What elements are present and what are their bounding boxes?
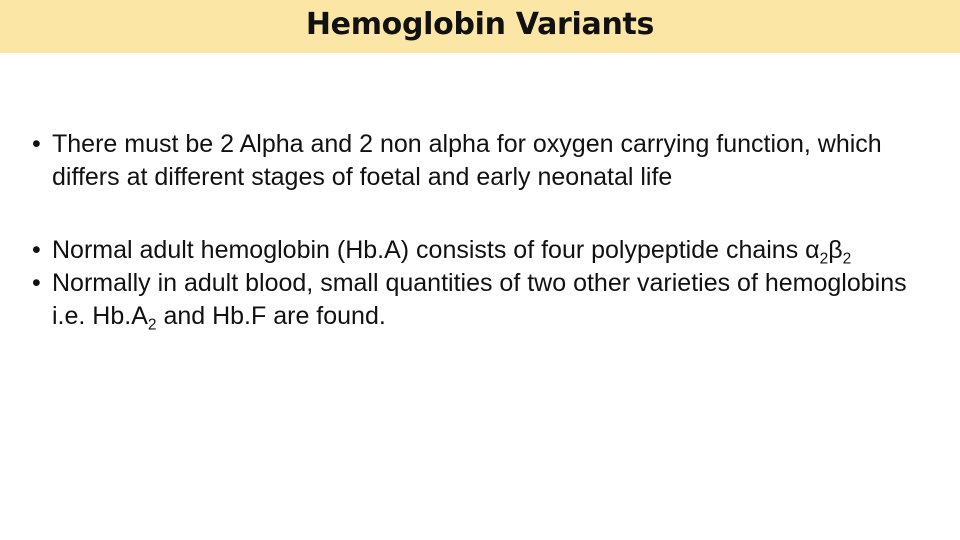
subscript: 2: [147, 316, 157, 334]
bullet-text-end: and Hb.F are found.: [156, 302, 386, 330]
bullet-text: Normal adult hemoglobin (Hb.A) consists of four polypeptide chains α: [52, 236, 820, 264]
bullet-list: [32, 128, 942, 333]
bullet-item-1: [32, 128, 942, 194]
bullet-marker: •: [32, 236, 41, 264]
bullet-text-beta: β: [828, 236, 843, 264]
bullet-marker: •: [32, 130, 41, 158]
subscript: 2: [819, 250, 829, 268]
subscript: 2: [842, 250, 852, 268]
slide-title: Hemoglobin Variants: [305, 7, 655, 42]
bullet-item-2: [32, 234, 942, 267]
bullet-marker: •: [32, 269, 41, 297]
bullet-text: Normally in adult blood, small quantities of two other varieties of hemoglobins i.e. Hb.A: [52, 269, 907, 330]
bullet-text: There must be 2 Alpha and 2 non alpha for oxygen carrying function, which differs at different stages of foetal and early neonatal life: [52, 130, 882, 191]
bullet-item-3: [32, 267, 942, 333]
